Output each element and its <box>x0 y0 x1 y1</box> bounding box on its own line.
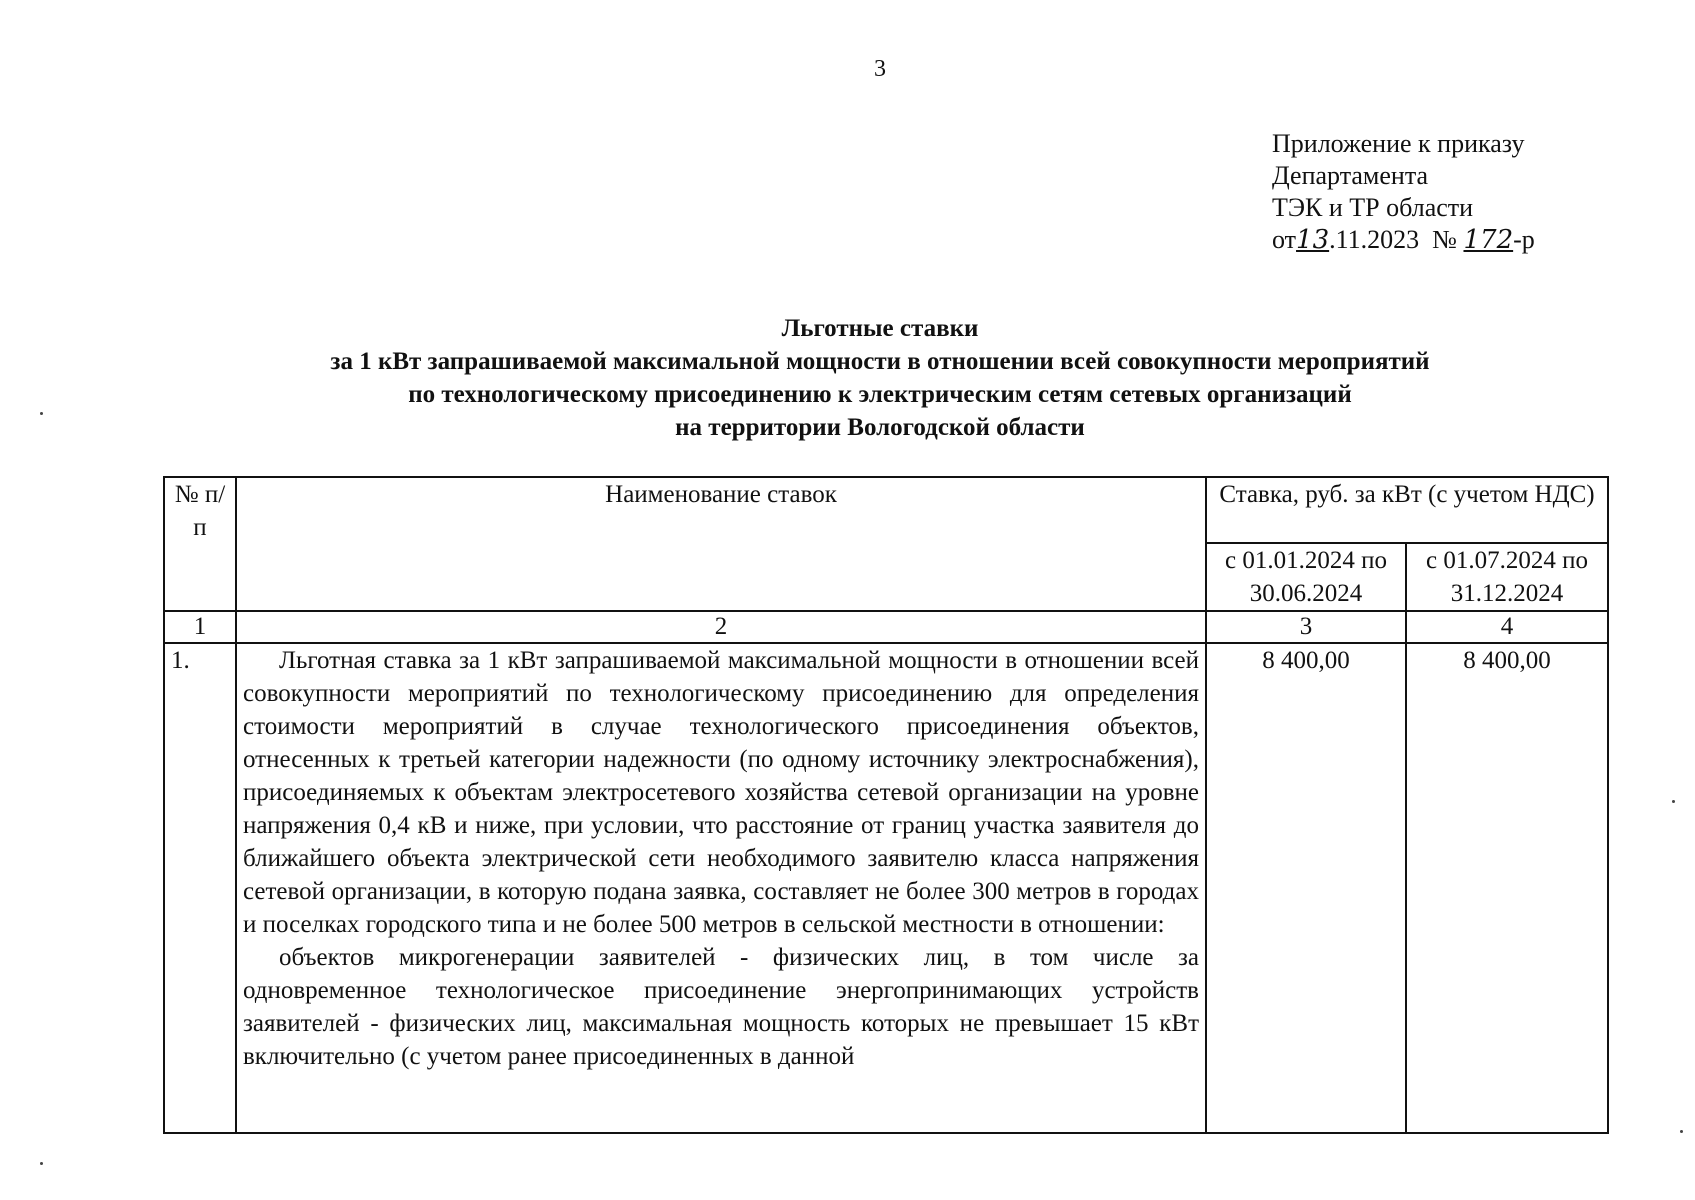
header-period-2: с 01.07.2024 по 31.12.2024 <box>1406 543 1608 611</box>
scan-speck <box>40 1162 43 1165</box>
date-day-handwritten: 13 <box>1296 225 1330 255</box>
document-title <box>0 312 1695 444</box>
row-rate-1: 8 400,00 <box>1206 643 1406 1133</box>
number-prefix: № <box>1432 225 1457 254</box>
title-line-1: Льготные ставки <box>781 315 979 342</box>
date-rest: .11.2023 <box>1329 225 1420 254</box>
appendix-date-line <box>1272 224 1535 256</box>
number-handwritten: 172 <box>1463 225 1514 255</box>
col-number-1: 1 <box>164 611 236 643</box>
page-number: 3 <box>874 56 886 82</box>
number-suffix: -р <box>1513 225 1535 254</box>
title-line-4: на территории Вологодской области <box>675 414 1085 441</box>
date-prefix: от <box>1272 225 1297 254</box>
row-rate-2: 8 400,00 <box>1406 643 1608 1133</box>
col-number-4: 4 <box>1406 611 1608 643</box>
appendix-line-2: Департамента <box>1272 161 1429 190</box>
row-paragraph-1: Льготная ставка за 1 кВт запрашиваемой максимальной мощности в отношении всей совокупности мероприятий по технологическому присоединению для определения стоимости мероприятий в случае технологического присоединения объектов, отнесенных к третьей категории надежности (по одному источнику электроснабжения), присоединяемых к объектам электросетевого хозяйства сетевой организации на уровне напряжения 0,4 кВ и ниже, при условии, что расстояние от границ участка заявителя до ближайшего объекта электрической сети необходимого заявителю класса напряжения сетевой организации, в которую подана заявка, составляет не более 300 метров в городах и поселках городского типа и не более 500 метров в сельской местности в отношении: <box>243 647 1199 938</box>
header-name: Наименование ставок <box>236 477 1206 611</box>
row-paragraph-2: объектов микрогенерации заявителей - физических лиц, в том числе за одновременное технологическое присоединение энергопринимающих устройств заявителей - физических лиц, максимальная мощность которых не превышает 15 кВт включительно (с учетом ранее присоединенных в данной <box>243 944 1199 1070</box>
header-rate-group: Ставка, руб. за кВт (с учетом НДС) <box>1206 477 1608 543</box>
header-row-1 <box>164 477 1608 543</box>
appendix-block <box>1272 128 1535 256</box>
scan-speck <box>40 412 43 415</box>
row-num: 1. <box>164 643 236 1133</box>
col-number-2: 2 <box>236 611 1206 643</box>
header-num: № п/п <box>164 477 236 611</box>
table-row <box>164 643 1608 1133</box>
scan-speck <box>1680 1130 1683 1133</box>
header-period-1: с 01.01.2024 по 30.06.2024 <box>1206 543 1406 611</box>
appendix-line-1: Приложение к приказу <box>1272 129 1525 158</box>
col-number-3: 3 <box>1206 611 1406 643</box>
column-numbers-row <box>164 611 1608 643</box>
scan-speck <box>1672 800 1675 803</box>
appendix-line-3: ТЭК и ТР области <box>1272 193 1474 222</box>
rates-table <box>163 476 1609 1134</box>
title-line-2: за 1 кВт запрашиваемой максимальной мощности в отношении всей совокупности мероприятий <box>330 348 1430 375</box>
title-line-3: по технологическому присоединению к электрическим сетям сетевых организаций <box>408 381 1352 408</box>
row-description <box>236 643 1206 1133</box>
